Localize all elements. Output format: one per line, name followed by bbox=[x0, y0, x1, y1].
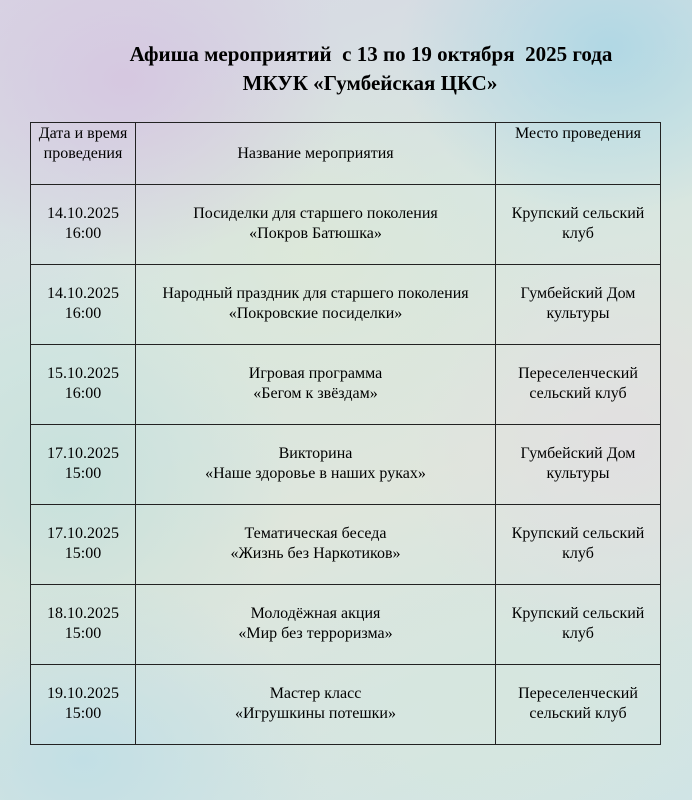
event-date: 14.10.2025 bbox=[47, 205, 119, 222]
event-time: 15:00 bbox=[64, 465, 102, 482]
event-name-cell bbox=[136, 505, 496, 585]
date-time-cell bbox=[31, 585, 136, 665]
event-date: 17.10.2025 bbox=[47, 525, 119, 542]
page-title bbox=[0, 40, 692, 98]
event-date: 18.10.2025 bbox=[47, 605, 119, 622]
event-type: Тематическая беседа bbox=[244, 525, 387, 542]
venue-cell: Крупский сельский клуб bbox=[496, 585, 661, 665]
event-title: «Наше здоровье в наших руках» bbox=[205, 465, 426, 482]
event-date: 19.10.2025 bbox=[47, 685, 119, 702]
event-title: «Жизнь без Наркотиков» bbox=[230, 545, 401, 562]
event-title: «Игрушкины потешки» bbox=[235, 705, 396, 722]
event-time: 15:00 bbox=[64, 625, 102, 642]
date-time-cell bbox=[31, 265, 136, 345]
event-date: 15.10.2025 bbox=[47, 365, 119, 382]
venue-cell: Гумбейский Дом культуры bbox=[496, 265, 661, 345]
table-row bbox=[31, 505, 661, 585]
event-name-cell bbox=[136, 345, 496, 425]
event-title: «Покров Батюшка» bbox=[249, 225, 382, 242]
event-type: Мастер класс bbox=[269, 685, 362, 702]
title-line-events: Афиша мероприятий с 13 по 19 октября 2025 года bbox=[129, 42, 613, 66]
event-date: 14.10.2025 bbox=[47, 285, 119, 302]
event-time: 15:00 bbox=[64, 545, 102, 562]
table-header-row bbox=[31, 123, 661, 185]
venue-cell: Гумбейский Дом культуры bbox=[496, 425, 661, 505]
event-date: 17.10.2025 bbox=[47, 445, 119, 462]
event-name-cell bbox=[136, 185, 496, 265]
venue-cell: Переселенческий сельский клуб bbox=[496, 665, 661, 745]
event-type: Посиделки для старшего поколения bbox=[193, 205, 438, 222]
event-name-cell bbox=[136, 665, 496, 745]
table-row bbox=[31, 585, 661, 665]
event-title: «Покровские посиделки» bbox=[228, 305, 403, 322]
header-event-name: Название мероприятия bbox=[136, 123, 496, 185]
table-row bbox=[31, 665, 661, 745]
event-type: Викторина bbox=[278, 445, 353, 462]
date-time-cell bbox=[31, 185, 136, 265]
event-type: Игровая программа bbox=[248, 365, 383, 382]
date-time-cell bbox=[31, 345, 136, 425]
title-line-organization: МКУК «Гумбейская ЦКС» bbox=[242, 71, 498, 95]
date-time-cell bbox=[31, 505, 136, 585]
venue-cell: Крупский сельский клуб bbox=[496, 185, 661, 265]
date-time-cell bbox=[31, 665, 136, 745]
event-name-cell bbox=[136, 425, 496, 505]
table-row bbox=[31, 185, 661, 265]
event-title: «Бегом к звёздам» bbox=[253, 385, 378, 402]
event-time: 16:00 bbox=[64, 225, 102, 242]
event-time: 16:00 bbox=[64, 385, 102, 402]
event-name-cell bbox=[136, 265, 496, 345]
event-type: Народный праздник для старшего поколения bbox=[162, 285, 469, 302]
table-row bbox=[31, 265, 661, 345]
header-date-time: Дата и время проведения bbox=[31, 123, 136, 185]
table-row bbox=[31, 425, 661, 505]
header-venue: Место проведения bbox=[496, 123, 661, 185]
date-time-cell bbox=[31, 425, 136, 505]
events-table bbox=[30, 122, 661, 745]
event-type: Молодёжная акция bbox=[250, 605, 381, 622]
venue-cell: Крупский сельский клуб bbox=[496, 505, 661, 585]
table-row bbox=[31, 345, 661, 425]
event-title: «Мир без терроризма» bbox=[238, 625, 393, 642]
event-time: 15:00 bbox=[64, 705, 102, 722]
event-time: 16:00 bbox=[64, 305, 102, 322]
venue-cell: Переселенческий сельский клуб bbox=[496, 345, 661, 425]
event-name-cell bbox=[136, 585, 496, 665]
